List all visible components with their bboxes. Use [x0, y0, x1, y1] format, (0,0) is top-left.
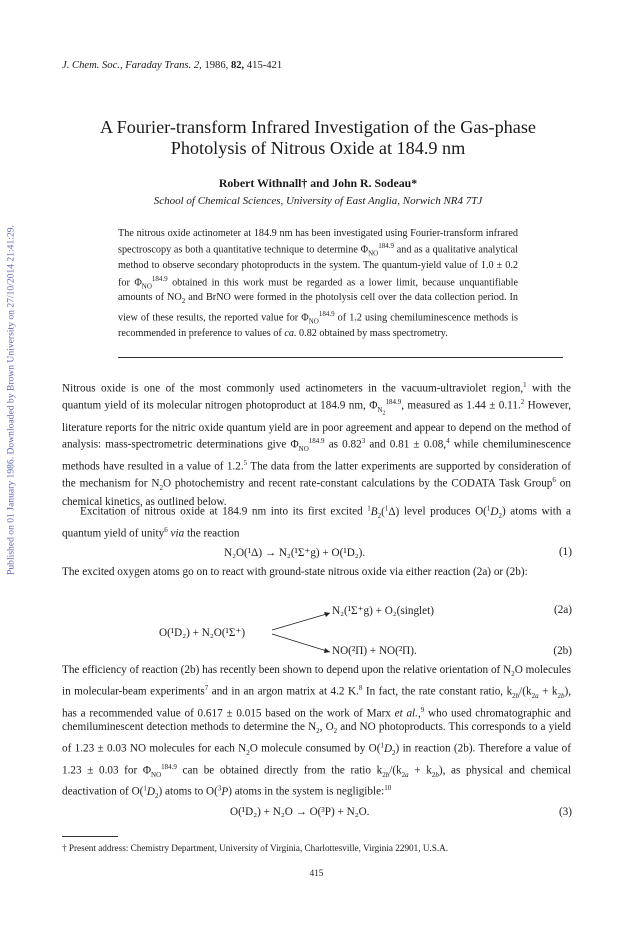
citation: 4 — [446, 437, 450, 446]
body-text: ) atoms to O( — [158, 786, 218, 799]
body-text: ) atoms in the system is negligible: — [228, 786, 385, 799]
subscript: 2a — [531, 691, 539, 700]
state-term: $^1B_2(^1\Delta)$ — [367, 504, 400, 520]
body-text: via — [167, 527, 185, 540]
arrow-head-icon — [324, 648, 330, 653]
phi-subscript: NO — [141, 282, 152, 291]
phi-superscript: 184.9 — [161, 762, 177, 771]
citation: 3 — [361, 437, 366, 446]
body-text: O molecules in molecular-beam experiments — [62, 664, 572, 698]
equation-3-number: (3) — [558, 806, 572, 818]
subscript: 2 — [181, 297, 186, 306]
body-text: as 0.82 — [324, 438, 362, 451]
citation: 9 — [420, 705, 425, 714]
body-text: , O — [319, 721, 334, 734]
paragraph-reaction-2: The excited oxygen atoms go on to react with ground-state nitrous oxide via either reaction (2a) or (2b): — [62, 566, 528, 578]
body-text: O molecule consumed by O( — [249, 742, 381, 755]
citation: 5 — [243, 458, 248, 467]
phi-superscript: 184.9 — [385, 398, 402, 407]
equation-1: N₂O(¹Δ) → N₂(¹Σ⁺g) + O(¹D₂). — [224, 547, 366, 559]
body-text: et al., — [394, 707, 421, 720]
paper-authors: Robert Withnall† and John R. Sodeau* — [218, 176, 418, 190]
citation: 6 — [552, 476, 556, 485]
branch-arrow-2b — [272, 634, 330, 652]
phi-superscript: 184.9 — [378, 242, 394, 251]
phi-symbol: Φ — [290, 438, 299, 451]
abstract-text: obtained in this work must be regarded as a lower limit, because unquantifiable amounts of NO — [118, 277, 518, 304]
paragraph-efficiency — [62, 664, 571, 804]
scheme-reactants: O(¹D₂) + N₂O(¹Σ⁺) — [159, 627, 246, 639]
phi-subscript: NO — [368, 249, 379, 258]
subscript: 2 — [511, 670, 515, 679]
subscript: 2 — [382, 410, 386, 417]
citation: 2 — [520, 398, 525, 407]
paper-title: A Fourier-transform Infrared Investigation of the Gas-phase Photolysis of Nitrous Oxide at 184.9 nm — [100, 117, 536, 158]
body-text: level produces O( — [399, 505, 487, 518]
paper-affiliation: School of Chemical Sciences, University of East Anglia, Norwich NR4 7TJ — [153, 195, 483, 207]
abstract-text: ca. — [284, 327, 297, 339]
citation: 10 — [384, 784, 392, 793]
body-text: ), has a recommended value of 0.617 ± 0.015 based on the work of Marx — [62, 685, 571, 720]
citation: 7 — [204, 683, 209, 692]
phi-symbol: Φ — [142, 764, 152, 777]
phi-subscript: NO — [298, 445, 309, 454]
body-text: Excitation of nitrous oxide at 184.9 nm into its first excited — [80, 505, 368, 518]
body-text: The efficiency of reaction (2b) has recently been shown to depend upon the relative orientation of N — [62, 664, 512, 676]
body-text: can be obtained directly from the ratio k — [176, 764, 383, 777]
body-text: the reaction — [184, 527, 240, 540]
body-text: ) atoms with a quantum yield of unity — [62, 505, 571, 540]
equation-2b-number: (2b) — [553, 645, 572, 657]
equation-3: O(¹D₂) + N₂O → O(³P) + N₂O. — [230, 806, 370, 818]
phi-superscript: 184.9 — [151, 274, 168, 283]
subscript: 2b — [557, 691, 565, 700]
subscript: 2 — [316, 727, 320, 736]
body-text: ) in reaction (2b). Therefore a value of 1.23 ± 0.03 for — [62, 742, 572, 777]
body-text: + k — [408, 764, 432, 777]
sidebar-note: Published on 01 January 1986. Downloaded by Brown University on 27/10/2014 21:41:29. — [5, 225, 17, 575]
body-text: and in an argon matrix at 4.2 K. — [208, 685, 359, 698]
phi-symbol: Φ — [369, 400, 378, 413]
body-text: while chemiluminescence methods have resulted in a value of 1.2. — [62, 438, 571, 473]
phi-subscript: NO — [151, 770, 162, 779]
abstract-text: 0.82 obtained by mass spectrometry. — [296, 327, 448, 339]
abstract-text: and as a qualitative analytical method to observe secondary photoproducts in the system. The quantum-yield value of 1.0 ± 0.2 for — [118, 244, 518, 289]
subscript: 2b — [382, 770, 390, 779]
branch-arrow-2a — [272, 613, 330, 630]
phi-symbol: Φ — [301, 312, 309, 324]
phi-symbol: Φ — [134, 277, 142, 289]
body-text: However, literature reports for the nitric oxide quantum yield are in poor agreement and appear to depend on the method of analysis: mass-spectrometric determinations give — [62, 400, 571, 451]
state-term: $^3$P — [217, 784, 229, 799]
body-text: The data from the latter experiments are supported by consideration of the mechanism for N — [62, 460, 571, 491]
abstract-text: of 1.2 using chemiluminescence methods is recommended in preference to values of — [118, 312, 518, 339]
scheme-product-2a: N₂(¹Σ⁺g) + O₂(singlet) — [332, 605, 434, 617]
body-text: ), as physical and chemical deactivation of O( — [62, 764, 572, 799]
body-text: /(k — [389, 764, 402, 777]
body-text: with the quantum yield of its molecular nitrogen photoproduct at 184.9 nm, — [62, 382, 571, 413]
phi-superscript: 184.9 — [308, 437, 325, 446]
abstract-text: The nitrous oxide actinometer at 184.9 nm has been investigated using Fourier-transform infrared spectroscopy as both a quantitative technique to determine — [118, 228, 518, 256]
body-text: In fact, the rate constant ratio, k — [362, 685, 513, 698]
body-text: + k — [538, 685, 558, 698]
journal-name: J. Chem. Soc., Faraday Trans. 2, — [62, 60, 202, 71]
journal-pages: 415-421 — [246, 60, 283, 71]
journal-volume: 82, — [230, 60, 245, 71]
footnote: † Present address: Chemistry Department, University of Virginia, Charlottesville, Virginia 22901, U.S.A. — [62, 843, 449, 853]
body-text: Nitrous oxide is one of the most commonly used actinometers in the vacuum-ultraviolet region, — [62, 382, 524, 395]
equation-2a-number: (2a) — [553, 604, 572, 616]
subscript: 2b — [431, 770, 439, 779]
subscript: 2b — [512, 691, 520, 700]
body-text: , measured as 1.44 ± 0.11. — [401, 400, 521, 413]
subscript: N — [377, 406, 383, 415]
citation: 8 — [358, 683, 363, 692]
body-text: /(k — [519, 685, 532, 698]
phi-symbol: Φ — [360, 244, 369, 256]
state-term: $^1D_2$ — [486, 504, 502, 520]
subscript: 2 — [333, 727, 338, 736]
phi-superscript: 184.9 — [318, 309, 335, 318]
scheme-product-2b: NO(²Π) + NO(²Π). — [332, 645, 417, 657]
subscript: 2 — [246, 748, 250, 757]
body-text: O photochemistry and recent rate-constant calculations by the CODATA Task Group — [162, 478, 553, 491]
citation: 6 — [164, 525, 168, 534]
state-term: $^1D_2$ — [380, 740, 396, 757]
footnote-divider — [62, 836, 118, 837]
abstract-text: and BrNO were formed in the photolysis cell over the data collection period. In view of these results, the reported value for — [118, 292, 518, 324]
subscript: 2 — [159, 484, 163, 493]
body-text: and 0.81 ± 0.08, — [365, 438, 447, 451]
body-text: on chemical kinetics, as outlined below. — [62, 478, 571, 508]
state-term: $^1D_2$ — [143, 784, 159, 801]
phi-subscript: NO — [308, 317, 319, 326]
journal-year: 1986, — [204, 60, 229, 71]
page-number: 415 — [309, 868, 324, 878]
body-text: who used chromatographic and chemiluminescent detection methods to determine the N — [62, 707, 571, 734]
citation: 1 — [523, 381, 527, 389]
body-text: and NO photoproducts. This corresponds to a yield of 1.23 ± 0.03 NO molecules for each N — [62, 721, 571, 755]
subscript: 2a — [401, 770, 409, 779]
equation-1-number: (1) — [558, 546, 572, 558]
